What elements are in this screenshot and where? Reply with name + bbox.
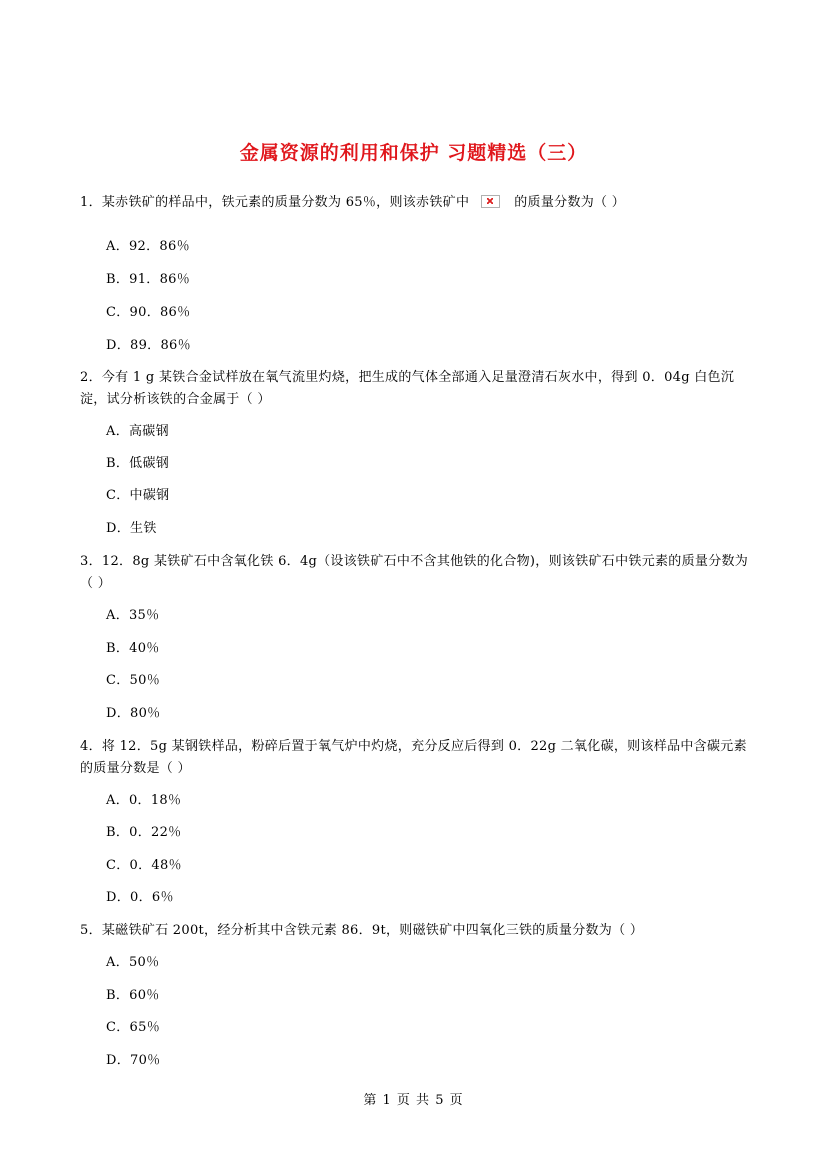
question-5-option-d: D．70％ xyxy=(106,1053,161,1068)
broken-image-icon xyxy=(481,195,500,208)
page-footer: 第 1 页 共 5 页 xyxy=(363,1093,464,1108)
question-4: 4．将 12．5g 某钢铁样品，粉碎后置于氧气炉中灼烧，充分反应后得到 0．22g 二氧化碳，则该样品中含碳元素的质量分数是（ ） xyxy=(80,739,747,776)
question-2-option-c: C．中碳钢 xyxy=(106,488,170,503)
question-1-stem-before: 1．某赤铁矿的样品中，铁元素的质量分数为 65％，则该赤铁矿中 xyxy=(80,195,470,210)
question-4-option-d: D．0．6％ xyxy=(106,890,174,905)
page-title: 金属资源的利用和保护 习题精选（三） xyxy=(239,142,588,164)
question-5-option-a: A．50％ xyxy=(106,955,160,970)
question-3-option-b: B．40％ xyxy=(106,641,160,656)
question-4-option-a: A．0．18％ xyxy=(106,793,182,808)
question-2-option-a: A．高碳钢 xyxy=(106,424,169,439)
question-5-option-c: C．65％ xyxy=(106,1020,160,1035)
question-1-option-c: C．90．86％ xyxy=(106,305,191,320)
question-2-option-b: B．低碳钢 xyxy=(106,456,170,471)
question-5: 5．某磁铁矿石 200t，经分析其中含铁元素 86．9t，则磁铁矿中四氧化三铁的质量分数为（ ） xyxy=(80,923,644,938)
question-3: 3．12．8g 某铁矿石中含氧化铁 6．4g（设该铁矿石中不含其他铁的化合物)，则该铁矿石中铁元素的质量分数为（ ） xyxy=(80,554,749,591)
question-2: 2．今有 1 g 某铁合金试样放在氧气流里灼烧，把生成的气体全部通入足量澄清石灰水中，得到 0．04g 白色沉淀，试分析该铁的合金属于（ ） xyxy=(80,370,735,407)
question-3-option-a: A．35％ xyxy=(106,608,160,623)
question-4-option-b: B．0．22％ xyxy=(106,825,182,840)
question-1 xyxy=(80,192,755,214)
question-3-option-c: C．50％ xyxy=(106,673,160,688)
question-1-option-b: B．91．86％ xyxy=(106,272,191,287)
question-3-option-d: D．80％ xyxy=(106,706,161,721)
question-5-option-b: B．60％ xyxy=(106,988,160,1003)
question-2-option-d: D．生铁 xyxy=(106,521,157,536)
question-1-option-a: A．92．86％ xyxy=(106,239,190,254)
question-1-option-d: D．89．86％ xyxy=(106,338,191,353)
question-1-stem-after: 的质量分数为（ ） xyxy=(514,195,626,210)
question-4-option-c: C．0．48％ xyxy=(106,858,182,873)
